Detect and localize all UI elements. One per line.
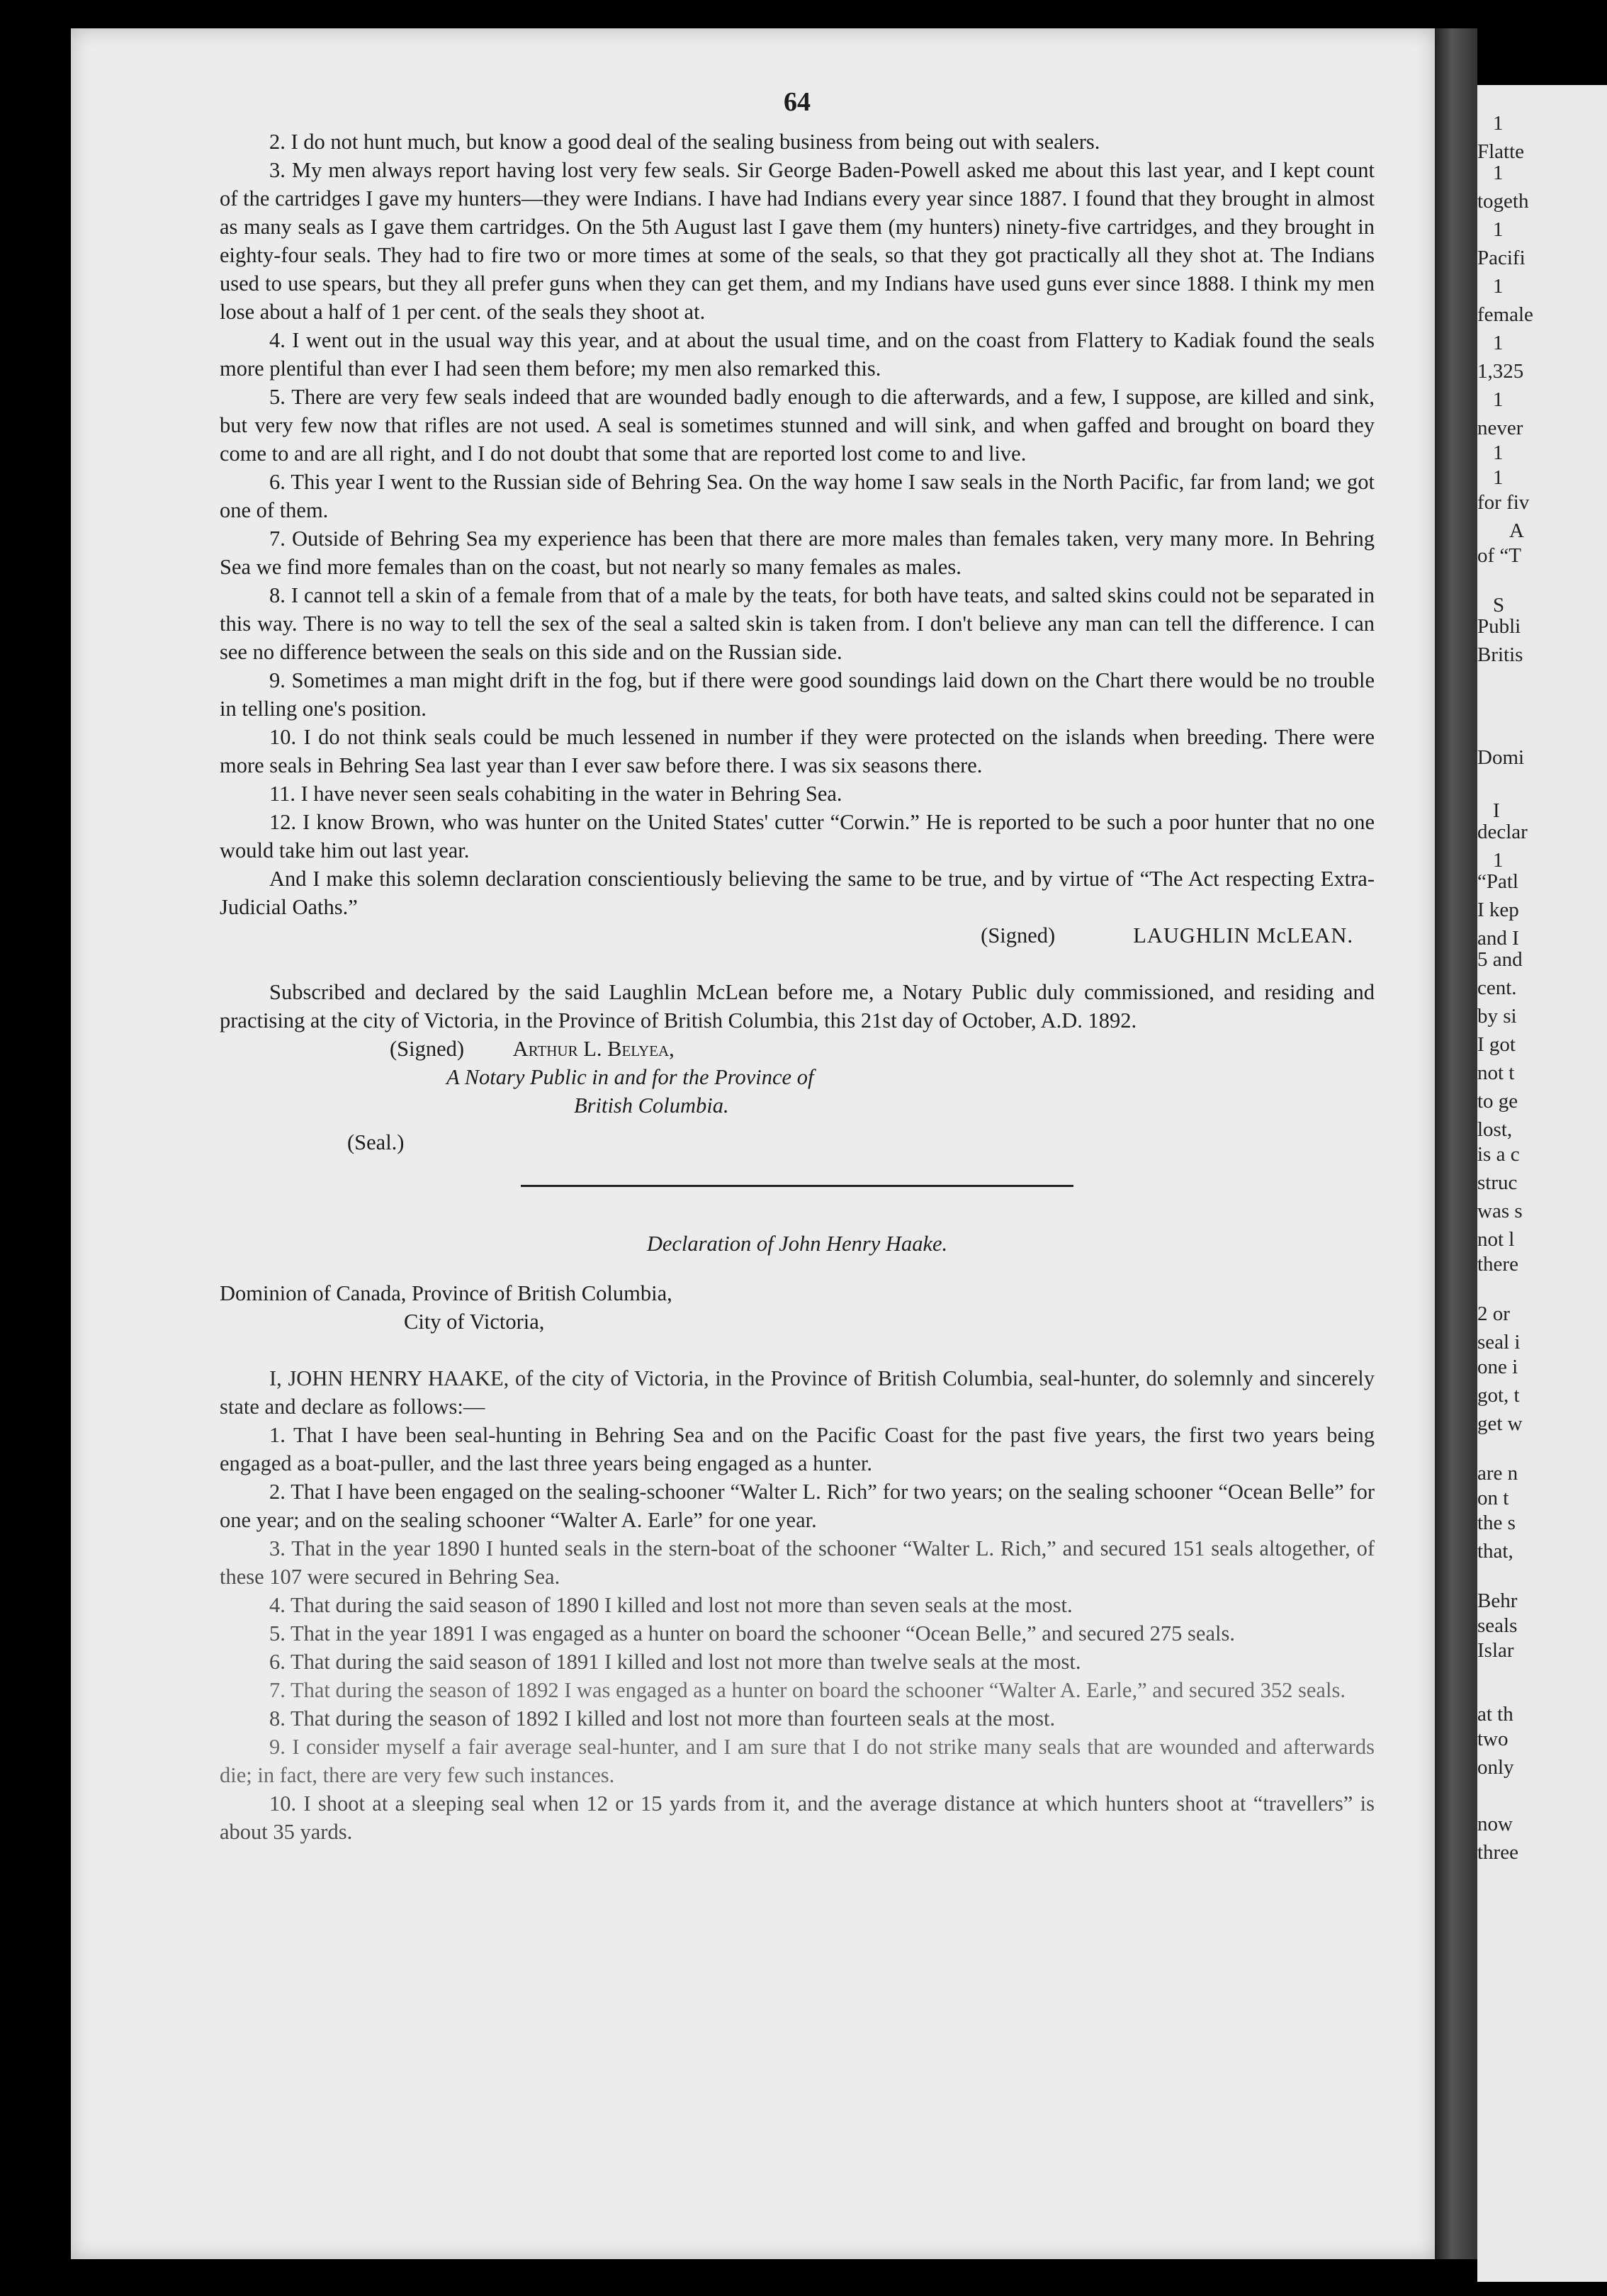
facing-page-text: seals bbox=[1477, 1614, 1518, 1637]
facing-page-text: 1 bbox=[1493, 112, 1504, 135]
facing-page-text: of “T bbox=[1477, 544, 1521, 567]
notary-line bbox=[390, 1035, 1375, 1063]
facing-page-text: “Patl bbox=[1477, 870, 1518, 893]
haake-body bbox=[220, 1364, 1375, 1846]
paragraph: 12. I know Brown, who was hunter on the United States' cutter “Corwin.” He is reported to be such a poor hunter that no one would take him out last year. bbox=[220, 810, 1375, 862]
paragraph: 5. That in the year 1891 I was engaged as a hunter on board the schooner “Ocean Belle,” and secured 275 seals. bbox=[269, 1621, 1235, 1645]
facing-page-text: on t bbox=[1477, 1487, 1509, 1509]
facing-page-text: 1 bbox=[1493, 332, 1504, 354]
facing-page-text: 1,325 bbox=[1477, 360, 1524, 383]
facing-page-text: 1 bbox=[1493, 466, 1504, 489]
paragraph: 8. That during the season of 1892 I killed and lost not more than fourteen seals at the most. bbox=[269, 1706, 1056, 1731]
facing-page-text: not t bbox=[1477, 1062, 1515, 1084]
facing-page-text: A bbox=[1509, 519, 1524, 542]
subscribed-paragraph: Subscribed and declared by the said Laughlin McLean before me, a Notary Public duly commissioned, and residing and practising at the city of Victoria, in the Province of British Columbia, this 21st day of October, A.D. 1892. bbox=[220, 980, 1375, 1032]
paragraph: 3. That in the year 1890 I hunted seals in the stern-boat of the schooner “Walter L. Rich,” and secured 151 seals altogether, of these 107 were secured in Behring Sea. bbox=[220, 1536, 1375, 1589]
paragraph: 3. My men always report having lost very few seals. Sir George Baden-Powell asked me about this last year, and I kept count of the cartridges I gave my hunters—they were Indians. I have had Indians every year since 1887. I found that they brought in almost as many seals as I gave them cartridges. On the 5th August last I gave them (my hunters) ninety-five cartridges, and they brought in eighty-four seals. They had to fire two or more times at some of the seals, so that they got practically all they shot at. The Indians used to use spears, but they all prefer guns when they can get them, and my Indians have used guns ever since 1888. I think my men lose about a half of 1 per cent. of the seals they shoot at. bbox=[220, 158, 1375, 324]
facing-page-text: two bbox=[1477, 1728, 1509, 1750]
facing-page-text: I kep bbox=[1477, 899, 1519, 921]
facing-page-text: Publi bbox=[1477, 615, 1521, 638]
facing-page-text: Islar bbox=[1477, 1639, 1514, 1662]
paragraph: 5. There are very few seals indeed that are wounded badly enough to die afterwards, and a few, I suppose, are killed and sink, but very few now that rifles are not used. A seal is sometimes stunned and will sink, and when gaffed and brought on board they come to and are all right, and I do not doubt that some that are reported lost come to and live. bbox=[220, 385, 1375, 466]
declaration-title: Declaration of John Henry Haake. bbox=[646, 1232, 948, 1256]
facing-page-text: cent. bbox=[1477, 977, 1517, 999]
facing-page-text: Behr bbox=[1477, 1589, 1518, 1612]
facing-page-text: lost, bbox=[1477, 1118, 1513, 1141]
facing-page-text: struc bbox=[1477, 1171, 1518, 1194]
paragraph: 1. That I have been seal-hunting in Behring Sea and on the Pacific Coast for the past five years, the first two years being engaged as a boat-puller, and the last three years being engaged as a hunter. bbox=[220, 1423, 1375, 1475]
facing-page-text: togeth bbox=[1477, 190, 1529, 213]
facing-page-text: 1 bbox=[1493, 849, 1504, 872]
notary-signed-label: (Signed) bbox=[390, 1037, 465, 1061]
paragraph: 4. I went out in the usual way this year, and at about the usual time, and on the coast from Flattery to Kadiak found the seals more plentiful than ever I had seen them before; my men also remarked this. bbox=[220, 328, 1375, 381]
page-content bbox=[220, 85, 1375, 1846]
seal-label: (Seal.) bbox=[347, 1130, 405, 1154]
mclean-declaration bbox=[220, 128, 1375, 1157]
facing-page-text: female bbox=[1477, 303, 1533, 326]
facing-page-text: seal i bbox=[1477, 1331, 1521, 1354]
paragraph: 9. I consider myself a fair average seal-hunter, and I am sure that I do not strike many seals that are wounded and afterwards die; in fact, there are very few such instances. bbox=[220, 1735, 1375, 1787]
jurisdiction-block bbox=[220, 1279, 1375, 1336]
jurisdiction-line-2: City of Victoria, bbox=[404, 1310, 545, 1334]
paragraph: 9. Sometimes a man might drift in the fog, but if there were good soundings laid down on the Chart there would be no trouble in telling one's position. bbox=[220, 668, 1375, 721]
facing-page-text: I got bbox=[1477, 1033, 1516, 1056]
facing-page-text: and I bbox=[1477, 927, 1519, 950]
facing-page-text: S bbox=[1493, 594, 1505, 617]
paragraph: 2. I do not hunt much, but know a good deal of the sealing business from being out with sealers. bbox=[269, 130, 1100, 154]
facing-page-text: the s bbox=[1477, 1512, 1516, 1534]
haake-declaration bbox=[220, 1229, 1375, 1846]
paragraph: 4. That during the said season of 1890 I killed and lost not more than seven seals at the most. bbox=[269, 1593, 1073, 1617]
facing-page-text: was s bbox=[1477, 1200, 1523, 1222]
facing-page-text: are n bbox=[1477, 1462, 1518, 1485]
page-gutter bbox=[1435, 28, 1477, 2259]
facing-page-text: three bbox=[1477, 1841, 1518, 1864]
page-number: 64 bbox=[784, 87, 811, 117]
signed-label: (Signed) bbox=[981, 923, 1056, 947]
facing-page-text: one i bbox=[1477, 1356, 1518, 1378]
document-page bbox=[71, 28, 1435, 2259]
facing-page-text: 2 or bbox=[1477, 1302, 1510, 1325]
facing-page-text: I bbox=[1493, 799, 1500, 822]
facing-page-text: there bbox=[1477, 1253, 1518, 1276]
facing-page-text: Flatte bbox=[1477, 140, 1525, 163]
jurisdiction-line-1: Dominion of Canada, Province of British Columbia, bbox=[220, 1281, 672, 1305]
facing-page-text: that, bbox=[1477, 1540, 1513, 1563]
section-divider bbox=[521, 1185, 1073, 1187]
facing-page-text: 1 bbox=[1493, 218, 1504, 241]
facing-page-text: by si bbox=[1477, 1005, 1517, 1028]
paragraph: 2. That I have been engaged on the sealing-schooner “Walter L. Rich” for two years; on the sealing schooner “Ocean Belle” for one year; and on the sealing schooner “Walter A. Earle” for one year. bbox=[220, 1480, 1375, 1532]
facing-page-text: 1 bbox=[1493, 388, 1504, 411]
signature-line bbox=[220, 921, 1353, 950]
facing-page-text: is a c bbox=[1477, 1143, 1520, 1166]
paragraph: 6. This year I went to the Russian side of Behring Sea. On the way home I saw seals in the North Pacific, far from land; we got one of them. bbox=[220, 470, 1375, 522]
paragraph: 8. I cannot tell a skin of a female from that of a male by the teats, for both have teats, and salted skins could not be separated in this way. There is no way to tell the sex of the seal a salted skin is taken from. I don't believe any man can tell the difference. I can see no difference between the seals on this side and on the Russian side. bbox=[220, 583, 1375, 664]
facing-page-text: not l bbox=[1477, 1228, 1515, 1251]
paragraph: 11. I have never seen seals cohabiting in the water in Behring Sea. bbox=[269, 782, 842, 806]
notary-title-1: A Notary Public in and for the Province of bbox=[446, 1065, 814, 1089]
facing-page-text: 1 bbox=[1493, 441, 1504, 464]
facing-page-text: get w bbox=[1477, 1412, 1523, 1435]
paragraph: 10. I shoot at a sleeping seal when 12 or 15 yards from it, and the average distance at which hunters shoot at “travellers” is about 35 yards. bbox=[220, 1791, 1375, 1844]
notary-block bbox=[220, 1035, 1375, 1120]
facing-page-text: declar bbox=[1477, 821, 1528, 843]
facing-page-text: for fiv bbox=[1477, 491, 1530, 514]
facing-page-text: at th bbox=[1477, 1703, 1513, 1726]
facing-page-text: Domi bbox=[1477, 746, 1525, 769]
facing-page-text: Britis bbox=[1477, 643, 1523, 666]
notary-title-2: British Columbia. bbox=[574, 1093, 729, 1118]
paragraph: 10. I do not think seals could be much lessened in number if they were protected on the islands when breeding. There were more seals in Behring Sea last year than I ever saw before there. I was six seasons there. bbox=[220, 725, 1375, 777]
facing-page-text: Pacifi bbox=[1477, 247, 1526, 269]
facing-page-fragment bbox=[1477, 85, 1607, 2282]
facing-page-text: got, t bbox=[1477, 1384, 1520, 1407]
facing-page-text: only bbox=[1477, 1756, 1514, 1779]
facing-page-text: to ge bbox=[1477, 1090, 1518, 1113]
facing-page-text: 1 bbox=[1493, 162, 1504, 184]
facing-page-text: 5 and bbox=[1477, 948, 1523, 971]
paragraph: 7. Outside of Behring Sea my experience has been that there are more males than females taken, very many more. In Behring Sea we find more females than on the coast, but not nearly so many females as males. bbox=[220, 527, 1375, 579]
facing-page-text: 1 bbox=[1493, 275, 1504, 298]
intro-paragraph: I, JOHN HENRY HAAKE, of the city of Victoria, in the Province of British Columbia, seal-hunter, do solemnly and sincerely state and declare as follows:— bbox=[220, 1366, 1375, 1419]
paragraph: 6. That during the said season of 1891 I killed and lost not more than twelve seals at the most. bbox=[269, 1650, 1081, 1674]
facing-page-text: never bbox=[1477, 417, 1523, 439]
notary-name: Arthur L. Belyea, bbox=[512, 1037, 675, 1061]
signatory-name: LAUGHLIN McLEAN. bbox=[1133, 923, 1353, 947]
paragraph: 7. That during the season of 1892 I was engaged as a hunter on board the schooner “Walter A. Earle,” and secured 352 seals. bbox=[269, 1678, 1346, 1702]
facing-page-text: now bbox=[1477, 1813, 1513, 1835]
paragraph: And I make this solemn declaration conscientiously believing the same to be true, and by virtue of “The Act respecting Extra-Judicial Oaths.” bbox=[220, 867, 1375, 919]
